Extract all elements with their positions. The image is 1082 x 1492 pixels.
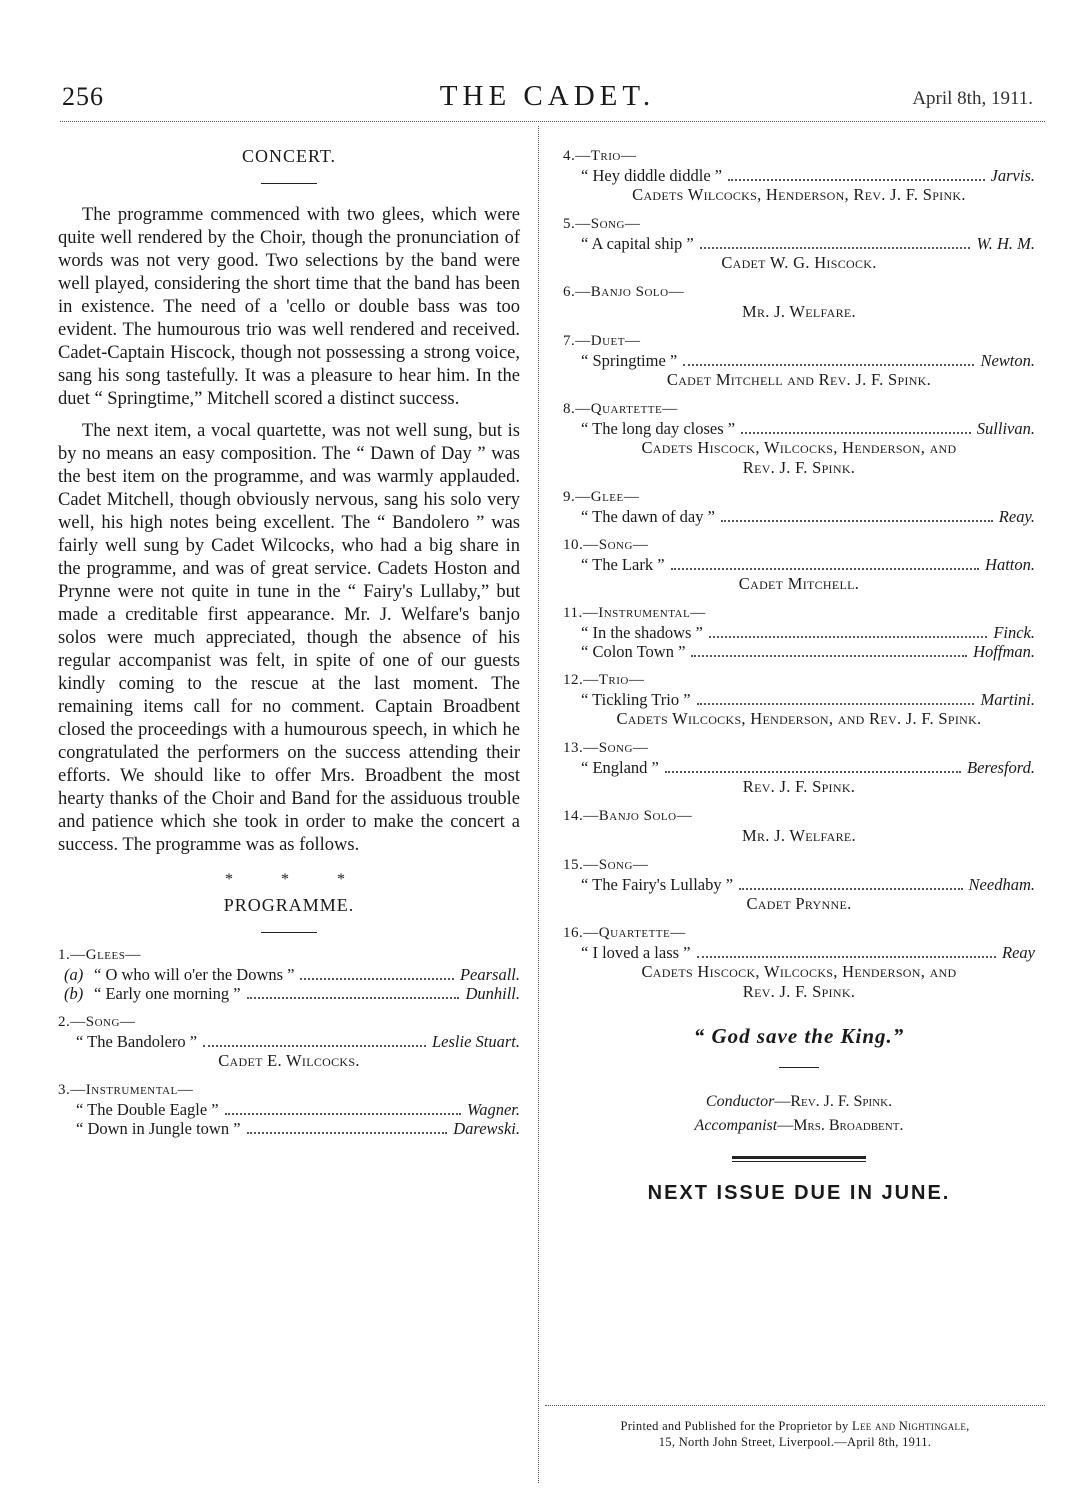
performer-line: Mr. J. Welfare. bbox=[742, 826, 856, 845]
anthem-rule bbox=[779, 1067, 819, 1068]
item-number: 14.—Banjo Solo— bbox=[563, 808, 693, 824]
accompanist-role: Accompanist bbox=[694, 1117, 778, 1134]
item-number: 11.—Instrumental— bbox=[563, 605, 706, 621]
header-rule bbox=[60, 121, 1045, 122]
piece-line bbox=[563, 875, 1035, 894]
piece-title: “ I loved a lass ” bbox=[581, 943, 691, 962]
programme-item bbox=[563, 214, 1035, 273]
item-number: 7.—Duet— bbox=[563, 333, 641, 349]
imprint-printer: Lee and Nightingale, bbox=[852, 1419, 970, 1433]
piece-prefix: (a) bbox=[64, 965, 84, 984]
issue-date: April 8th, 1911. bbox=[912, 88, 1033, 109]
piece-composer: Newton. bbox=[980, 351, 1035, 370]
piece-composer: Leslie Stuart. bbox=[431, 1032, 520, 1051]
dot-leader bbox=[671, 568, 980, 570]
dot-leader bbox=[721, 520, 993, 522]
piece-title: “ In the shadows ” bbox=[581, 623, 703, 642]
imprint-prefix: Printed and Published for the Proprietor by bbox=[620, 1419, 849, 1433]
dot-leader bbox=[709, 636, 987, 638]
dot-leader bbox=[697, 703, 975, 705]
piece-composer: Finck. bbox=[993, 623, 1035, 642]
conductor-role: Conductor bbox=[705, 1093, 775, 1110]
programme-item bbox=[563, 855, 1035, 914]
piece-line bbox=[563, 642, 1035, 661]
programme-item bbox=[563, 331, 1035, 390]
dot-leader bbox=[683, 364, 974, 366]
item-number: 2.—Song— bbox=[58, 1014, 136, 1030]
performer-line: Cadet E. Wilcocks. bbox=[218, 1051, 360, 1070]
piece-composer: Reay bbox=[1002, 943, 1035, 962]
item-number: 6.—Banjo Solo— bbox=[563, 284, 685, 300]
dot-leader bbox=[691, 655, 967, 657]
performer-line: Rev. J. F. Spink. bbox=[742, 777, 856, 796]
piece-title: “ Down in Jungle town ” bbox=[76, 1119, 241, 1138]
next-issue-notice: NEXT ISSUE DUE IN JUNE. bbox=[647, 1182, 951, 1204]
dot-leader bbox=[300, 978, 453, 980]
piece-composer: W. H. M. bbox=[976, 234, 1035, 253]
page-header bbox=[60, 78, 1035, 118]
piece-composer: Hatton. bbox=[985, 555, 1035, 574]
piece-line bbox=[563, 419, 1035, 438]
piece-title: “ England ” bbox=[581, 758, 659, 777]
piece-composer: Pearsall. bbox=[459, 965, 520, 984]
programme-item bbox=[563, 282, 1035, 322]
double-rule bbox=[732, 1156, 866, 1162]
performer-line: Cadets Wilcocks, Henderson, and Rev. J. F. Spink. bbox=[616, 709, 982, 728]
programme-item bbox=[563, 487, 1035, 526]
item-number: 1.—Glees— bbox=[58, 947, 141, 963]
performer-line: Cadets Hiscock, Wilcocks, Henderson, and bbox=[641, 438, 957, 457]
piece-line bbox=[58, 965, 520, 984]
piece-composer: Beresford. bbox=[967, 758, 1035, 777]
dot-leader bbox=[247, 997, 460, 999]
piece-line bbox=[563, 166, 1035, 185]
performer-line: Cadets Hiscock, Wilcocks, Henderson, and bbox=[641, 962, 957, 981]
piece-title: “ Colon Town ” bbox=[581, 642, 686, 661]
piece-title: “ The Lark ” bbox=[581, 555, 665, 574]
performer-line: Cadet W. G. Hiscock. bbox=[721, 253, 877, 272]
title-rule bbox=[261, 183, 317, 184]
piece-composer: Sullivan. bbox=[976, 419, 1035, 438]
piece-title: “ Springtime ” bbox=[581, 351, 678, 370]
page-number: 256 bbox=[62, 82, 104, 111]
concert-paragraph-2: The next item, a vocal quartette, was not well sung, but is by no means an easy composition. The “ Dawn of Day ” was the best item on the programme, and was warmly applauded. Cadet Mitchell, though obviously nervous, sang his solo very well, his high notes being excellent. The “ Bandolero ” was fairly well sung by Cadet Wilcocks, who had a big share in the programme, and was of great service. Cadets Hoston and Prynne were not quite in tune in the “ Fairy's Lullaby,” but made a creditable first appearance. Mr. J. Welfare's banjo solos were much appreciated, though the absence of his regular accompanist was felt, in spite of one of our guests kindly coming to the rescue at the last moment. The remaining items call for no comment. Captain Broadbent closed the proceedings with a humourous speech, in which he congratulated the performers on the success attending their efforts. We should like to offer Mrs. Broadbent the most hearty thanks of the Choir and Band for the assiduous trouble and patience which she took in order to make the concert a success. The programme was as follows. bbox=[58, 421, 520, 855]
piece-composer: Darewski. bbox=[453, 1119, 520, 1138]
piece-line bbox=[563, 507, 1035, 526]
piece-composer: Martini. bbox=[980, 690, 1035, 709]
piece-line bbox=[58, 1100, 520, 1119]
piece-prefix: (b) bbox=[64, 984, 84, 1003]
conductor-name: Rev. J. F. Spink. bbox=[790, 1093, 893, 1110]
performer-line: Cadet Mitchell and Rev. J. F. Spink. bbox=[666, 370, 932, 389]
dot-leader bbox=[225, 1113, 461, 1115]
accompanist-credit: Accompanist—Mrs. Broadbent. bbox=[694, 1117, 904, 1134]
performer-line: Mr. J. Welfare. bbox=[742, 302, 856, 321]
piece-line bbox=[563, 351, 1035, 370]
anthem-line: “ God save the King.” bbox=[693, 1024, 905, 1048]
programme-item bbox=[563, 738, 1035, 797]
concert-title: CONCERT. bbox=[241, 146, 337, 166]
item-number: 13.—Song— bbox=[563, 740, 649, 756]
piece-composer: Reay. bbox=[998, 507, 1035, 526]
performer-line: Cadet Prynne. bbox=[746, 894, 852, 913]
item-number: 9.—Glee— bbox=[563, 489, 640, 505]
column-divider bbox=[538, 126, 539, 1483]
programme-item bbox=[563, 146, 1035, 205]
piece-composer: Hoffman. bbox=[973, 642, 1035, 661]
piece-title: “ The dawn of day ” bbox=[581, 507, 715, 526]
dot-leader bbox=[741, 432, 971, 434]
piece-composer: Jarvis. bbox=[990, 166, 1035, 185]
piece-title: “ The Fairy's Lullaby ” bbox=[581, 875, 734, 894]
item-number: 4.—Trio— bbox=[563, 148, 637, 164]
programme-item bbox=[563, 923, 1035, 1002]
piece-composer: Wagner. bbox=[466, 1100, 520, 1119]
programme-title-rule bbox=[261, 932, 317, 933]
left-column bbox=[58, 140, 520, 1147]
piece-title: “ O who will o'er the Downs ” bbox=[94, 965, 295, 984]
piece-composer: Needham. bbox=[968, 875, 1035, 894]
programme-title: PROGRAMME. bbox=[223, 895, 355, 915]
asterism-separator: * * * bbox=[225, 871, 367, 888]
publication-title: THE CADET. bbox=[439, 80, 656, 112]
programme-list-right bbox=[563, 146, 1035, 1002]
imprint-text bbox=[545, 1406, 1045, 1450]
programme-list-left bbox=[58, 945, 520, 1138]
piece-title: “ Tickling Trio ” bbox=[581, 690, 691, 709]
conductor-credit: Conductor—Rev. J. F. Spink. bbox=[705, 1093, 893, 1110]
item-number: 3.—Instrumental— bbox=[58, 1082, 194, 1098]
piece-line bbox=[58, 1032, 520, 1051]
right-column bbox=[563, 146, 1035, 1205]
piece-title: “ A capital ship ” bbox=[581, 234, 694, 253]
dot-leader bbox=[728, 179, 984, 181]
programme-item bbox=[563, 399, 1035, 478]
programme-item bbox=[563, 603, 1035, 661]
piece-line bbox=[563, 943, 1035, 962]
piece-line bbox=[563, 690, 1035, 709]
performer-line: Cadets Wilcocks, Henderson, Rev. J. F. Spink. bbox=[632, 185, 966, 204]
item-number: 5.—Song— bbox=[563, 216, 641, 232]
piece-line bbox=[563, 234, 1035, 253]
piece-title: “ The long day closes ” bbox=[581, 419, 736, 438]
imprint-footer bbox=[545, 1405, 1045, 1450]
performer-line: Rev. J. F. Spink. bbox=[742, 982, 856, 1001]
piece-title: “ Early one morning ” bbox=[94, 984, 241, 1003]
piece-line bbox=[58, 1119, 520, 1138]
dot-leader bbox=[697, 956, 997, 958]
imprint-address: 15, North John Street, Liverpool.—April 8th, 1911. bbox=[658, 1435, 932, 1449]
programme-item bbox=[563, 806, 1035, 846]
piece-line bbox=[58, 984, 520, 1003]
piece-title: “ Hey diddle diddle ” bbox=[581, 166, 723, 185]
programme-item bbox=[563, 535, 1035, 594]
piece-title: “ The Double Eagle ” bbox=[76, 1100, 219, 1119]
dot-leader bbox=[203, 1045, 426, 1047]
dot-leader bbox=[665, 771, 961, 773]
programme-item bbox=[58, 1012, 520, 1071]
performer-line: Rev. J. F. Spink. bbox=[742, 458, 856, 477]
piece-composer: Dunhill. bbox=[465, 984, 520, 1003]
programme-item bbox=[563, 670, 1035, 729]
item-number: 12.—Trio— bbox=[563, 672, 645, 688]
item-number: 15.—Song— bbox=[563, 857, 649, 873]
programme-item bbox=[58, 1080, 520, 1138]
programme-item bbox=[58, 945, 520, 1003]
concert-paragraph-1: The programme commenced with two glees, which were quite well rendered by the Choir, though the pronunciation of words was not very good. Two selections by the band were well played, considering the short time that the band has been in existence. The need of a 'cello or double bass was too evident. The humourous trio was well rendered and received. Cadet-Captain Hiscock, though not possessing a strong voice, sang his song tastefully. It was a pleasure to hear him. In the duet “ Springtime,” Mitchell scored a distinct success. bbox=[58, 205, 520, 409]
item-number: 8.—Quartette— bbox=[563, 401, 678, 417]
performer-line: Cadet Mitchell. bbox=[738, 574, 860, 593]
accompanist-name: Mrs. Broadbent. bbox=[793, 1117, 904, 1134]
dot-leader bbox=[247, 1132, 448, 1134]
piece-title: “ The Bandolero ” bbox=[76, 1032, 198, 1051]
item-number: 10.—Song— bbox=[563, 537, 649, 553]
dot-leader bbox=[700, 247, 971, 249]
piece-line bbox=[563, 555, 1035, 574]
dot-leader bbox=[739, 888, 963, 890]
piece-line bbox=[563, 623, 1035, 642]
piece-line bbox=[563, 758, 1035, 777]
item-number: 16.—Quartette— bbox=[563, 925, 686, 941]
